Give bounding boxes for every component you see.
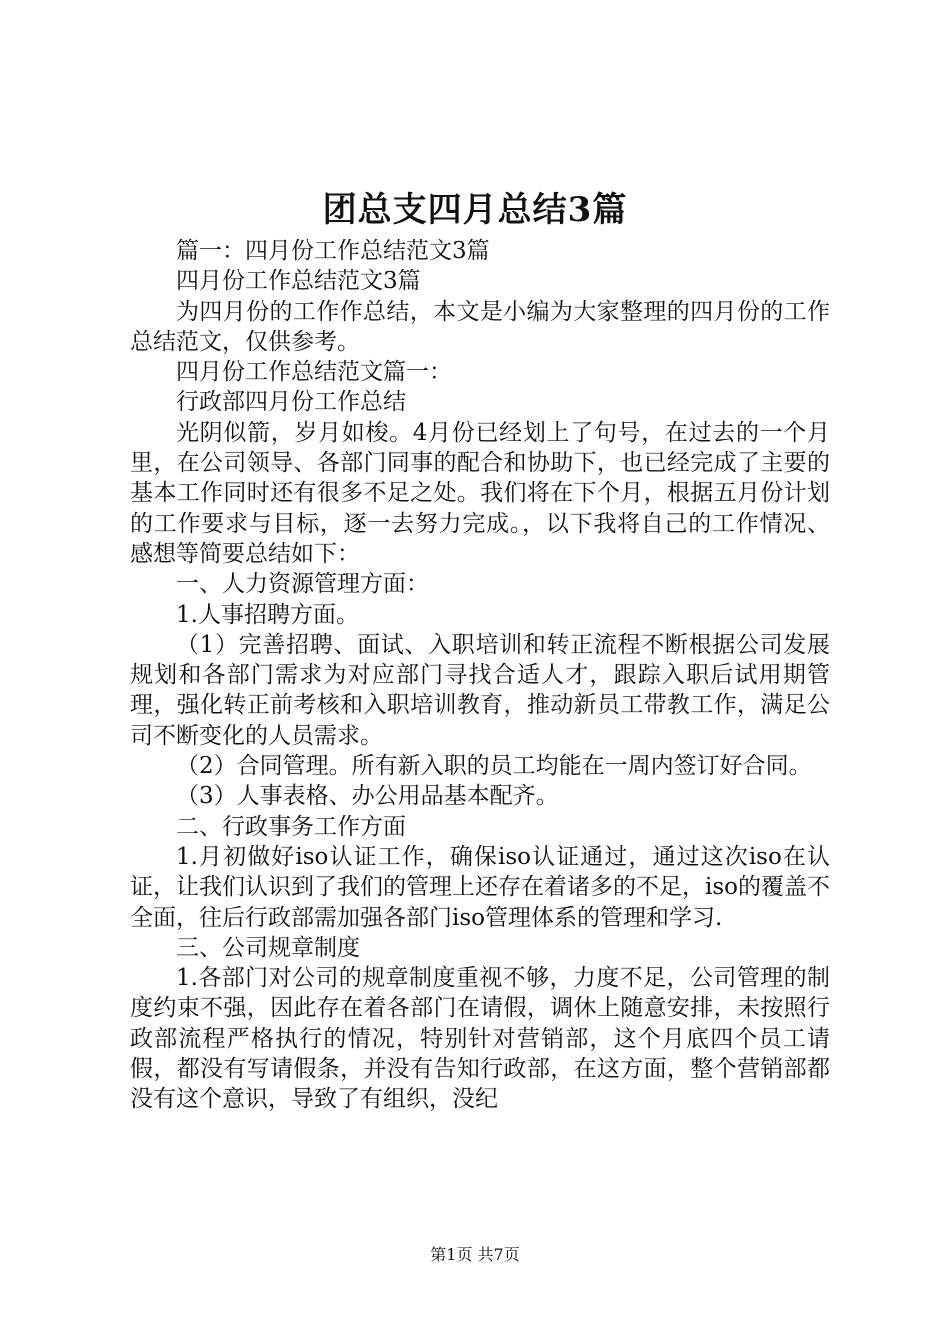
- paragraph: 1.人事招聘方面。: [176, 601, 359, 628]
- paragraph: 四月份工作总结范文3篇: [176, 268, 421, 295]
- paragraph: （2）合同管理。所有新入职的员工均能在一周内签订好合同。: [176, 753, 812, 780]
- paragraph: 篇一：四月份工作总结范文3篇: [176, 238, 490, 264]
- paragraph: （1）完善招聘、面试、入职培训和转正流程不断根据公司发展规划和各部门需求为对应部门寻找合适人才，跟踪入职后试用期管理，强化转正前考核和入职培训教育，推动新员工带教工作，满足公司不断变化的人员需求。: [130, 631, 830, 749]
- page-footer: 第1页 共7页: [430, 1245, 520, 1264]
- section-heading: 一、人力资源管理方面：: [176, 571, 429, 598]
- document-title: 团总支四月总结3篇: [322, 190, 628, 230]
- section-heading: 二、行政事务工作方面: [176, 813, 406, 840]
- paragraph: 光阴似箭，岁月如梭。4月份已经划上了句号，在过去的一个月里，在公司领导、各部门同事的配合和协助下，也已经完成了主要的基本工作同时还有很多不足之处。我们将在下个月，根据五月份计划的工作要求与目标，逐一去努力完成。，以下我将自己的工作情况、感想等简要总结如下：: [130, 419, 830, 567]
- paragraph: 1.月初做好iso认证工作，确保iso认证通过，通过这次iso在认证，让我们认识到了我们的管理上还存在着诸多的不足，iso的覆盖不全面，往后行政部需加强各部门iso管理体系的管理和学习.: [130, 843, 831, 931]
- paragraph: （3）人事表格、办公用品基本配齐。: [176, 783, 559, 810]
- paragraph: 四月份工作总结范文篇一：: [176, 359, 452, 386]
- paragraph: 1.各部门对公司的规章制度重视不够，力度不足，公司管理的制度约束不强，因此存在着各部门在请假，调休上随意安排，未按照行政部流程严格执行的情况，特别针对营销部，这个月底四个员工请假，都没有写请假条，并没有告知行政部，在这方面，整个营销部都没有这个意识，导致了有组织，没纪: [130, 965, 830, 1113]
- document-body: [130, 236, 830, 1115]
- paragraph: 行政部四月份工作总结: [176, 389, 406, 416]
- section-heading: 三、公司规章制度: [176, 934, 360, 961]
- paragraph: 为四月份的工作作总结，本文是小编为大家整理的四月份的工作总结范文，仅供参考。: [130, 298, 830, 355]
